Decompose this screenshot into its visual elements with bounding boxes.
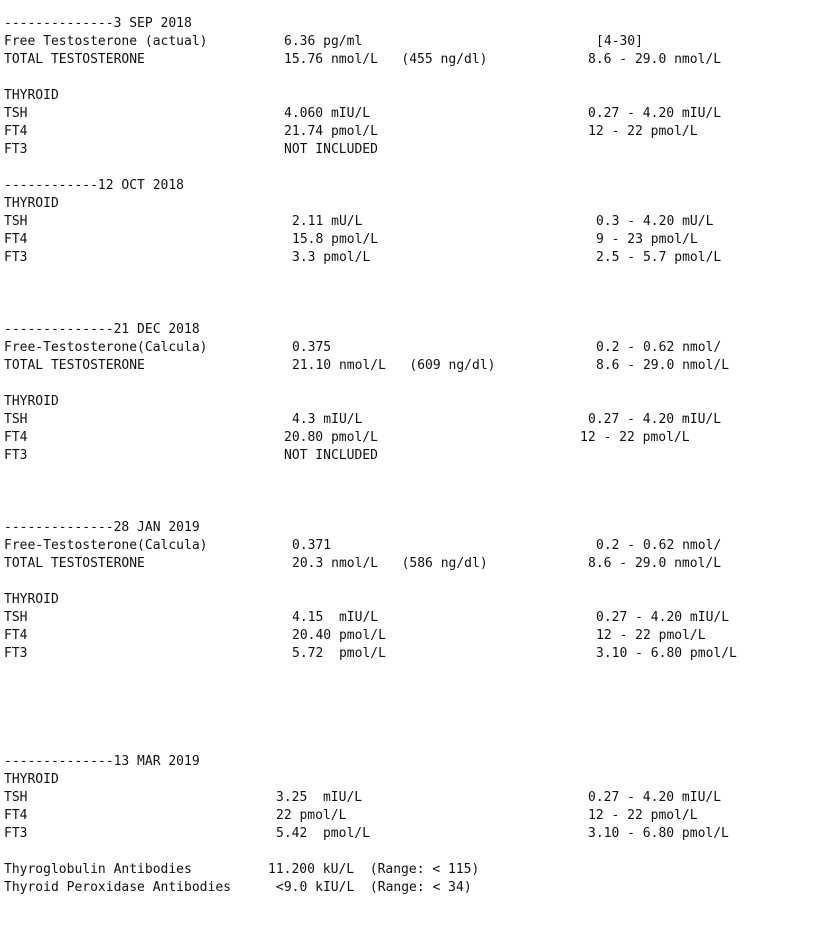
section-header: --------------21 DEC 2018 — [4, 322, 200, 337]
test-name: TOTAL TESTOSTERONE — [4, 358, 145, 373]
test-name: TSH — [4, 610, 28, 625]
test-value: 20.3 nmol/L (586 ng/dl) — [292, 556, 488, 571]
section-header: --------------3 SEP 2018 — [4, 16, 192, 31]
test-value: 20.40 pmol/L — [292, 628, 386, 643]
reference-range: 8.6 - 29.0 nmol/L — [596, 358, 730, 373]
test-name: TSH — [4, 214, 28, 229]
test-value: 0.375 — [292, 340, 332, 355]
test-value: 21.10 nmol/L (609 ng/dl) — [292, 358, 496, 373]
group-heading: THYROID — [4, 394, 59, 409]
reference-range: 0.27 - 4.20 mIU/L — [588, 412, 722, 427]
reference-range: [4-30] — [596, 34, 643, 49]
test-value: 11.200 kU/L (Range: < 115) — [268, 862, 480, 877]
reference-range: 0.3 - 4.20 mU/L — [596, 214, 714, 229]
test-name: FT3 — [4, 448, 28, 463]
test-name: TSH — [4, 106, 28, 121]
test-name: FT4 — [4, 628, 28, 643]
reference-range: 3.10 - 6.80 pmol/L — [596, 646, 737, 661]
test-name: FT4 — [4, 232, 28, 247]
test-name: FT4 — [4, 430, 28, 445]
test-value: NOT INCLUDED — [284, 142, 378, 157]
test-name: FT4 — [4, 808, 28, 823]
test-name: Thyroid Peroxidase Antibodies — [4, 880, 231, 895]
reference-range: 8.6 - 29.0 nmol/L — [588, 52, 722, 67]
group-heading: THYROID — [4, 592, 59, 607]
test-value: 4.060 mIU/L — [284, 106, 371, 121]
test-value: 22 pmol/L — [276, 808, 347, 823]
test-value: 15.8 pmol/L — [292, 232, 379, 247]
reference-range: 0.27 - 4.20 mIU/L — [596, 610, 730, 625]
test-name: FT3 — [4, 826, 28, 841]
test-name: Free-Testosterone(Calcula) — [4, 340, 208, 355]
test-name: FT3 — [4, 142, 28, 157]
reference-range: 12 - 22 pmol/L — [580, 430, 690, 445]
group-heading: THYROID — [4, 772, 59, 787]
test-name: TSH — [4, 790, 28, 805]
section-header: --------------28 JAN 2019 — [4, 520, 200, 535]
test-value: 21.74 pmol/L — [284, 124, 378, 139]
group-heading: THYROID — [4, 88, 59, 103]
test-name: FT4 — [4, 124, 28, 139]
test-value: 5.72 pmol/L — [292, 646, 386, 661]
reference-range: 9 - 23 pmol/L — [596, 232, 698, 247]
test-value: NOT INCLUDED — [284, 448, 378, 463]
test-name: Thyroglobulin Antibodies — [4, 862, 192, 877]
reference-range: 12 - 22 pmol/L — [596, 628, 706, 643]
test-value: 4.15 mIU/L — [292, 610, 379, 625]
test-value: 5.42 pmol/L — [276, 826, 370, 841]
test-value: <9.0 kIU/L (Range: < 34) — [276, 880, 472, 895]
reference-range: 12 - 22 pmol/L — [588, 808, 698, 823]
test-value: 3.3 pmol/L — [292, 250, 371, 265]
section-header: --------------13 MAR 2019 — [4, 754, 200, 769]
reference-range: 0.2 - 0.62 nmol/ — [596, 340, 722, 355]
test-value: 15.76 nmol/L (455 ng/dl) — [284, 52, 488, 67]
test-name: FT3 — [4, 250, 28, 265]
reference-range: 2.5 - 5.7 pmol/L — [596, 250, 722, 265]
reference-range: 0.27 - 4.20 mIU/L — [588, 790, 722, 805]
test-name: TOTAL TESTOSTERONE — [4, 556, 145, 571]
test-value: 4.3 mIU/L — [292, 412, 363, 427]
reference-range: 0.2 - 0.62 nmol/ — [596, 538, 722, 553]
reference-range: 8.6 - 29.0 nmol/L — [588, 556, 722, 571]
test-name: FT3 — [4, 646, 28, 661]
test-name: TSH — [4, 412, 28, 427]
test-value: 2.11 mU/L — [292, 214, 363, 229]
section-header: ------------12 OCT 2018 — [4, 178, 185, 193]
reference-range: 3.10 - 6.80 pmol/L — [588, 826, 729, 841]
test-value: 6.36 pg/ml — [284, 34, 363, 49]
group-heading: THYROID — [4, 196, 59, 211]
test-value: 3.25 mIU/L — [276, 790, 363, 805]
test-name: Free Testosterone (actual) — [4, 34, 208, 49]
test-name: TOTAL TESTOSTERONE — [4, 52, 145, 67]
reference-range: 12 - 22 pmol/L — [588, 124, 698, 139]
test-value: 0.371 — [292, 538, 332, 553]
test-name: Free-Testosterone(Calcula) — [4, 538, 208, 553]
test-value: 20.80 pmol/L — [284, 430, 378, 445]
reference-range: 0.27 - 4.20 mIU/L — [588, 106, 722, 121]
